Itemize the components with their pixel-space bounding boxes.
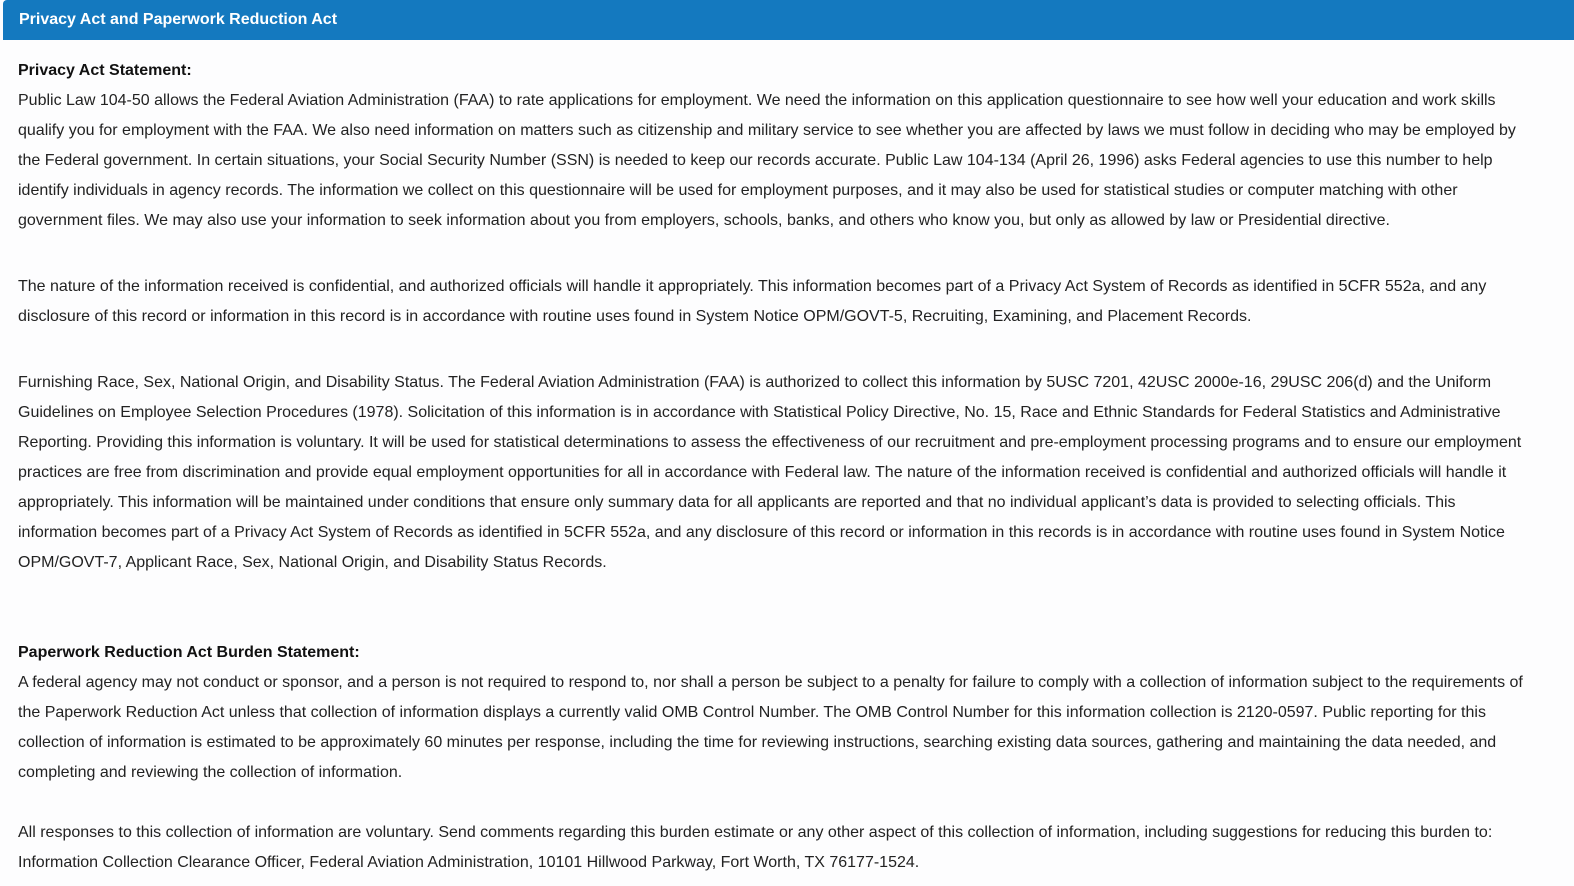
spacer <box>18 332 1528 368</box>
privacy-act-paragraph-3: Furnishing Race, Sex, National Origin, and Disability Status. The Federal Aviation Administration (FAA) is authorized to collect this information by 5USC 7201, 42USC 2000e-16, 29USC 206(d) and the Uniform Guidelines on Employee Selection Procedures (1978). Solicitation of this information is in accordance with Statistical Policy Directive, No. 15, Race and Ethnic Standards for Federal Statistics and Administrative Reporting. Providing this information is voluntary. It will be used for statistical determinations to assess the effectiveness of our recruitment and pre-employment processing programs and to ensure our employment practices are free from discrimination and provide equal employment opportunities for all in accordance with Federal law. The nature of the information received is confidential and authorized officials will handle it appropriately. This information will be maintained under conditions that ensure only summary data for all applicants are reported and that no individual applicant’s data is provided to selecting officials. This information becomes part of a Privacy Act System of Records as identified in 5CFR 552a, and any disclosure of this record or information in this records is in accordance with routine uses found in System Notice OPM/GOVT-7, Applicant Race, Sex, National Origin, and Disability Status Records. <box>18 374 1522 571</box>
privacy-act-heading: Privacy Act Statement: <box>18 62 192 79</box>
privacy-act-paragraph-2: The nature of the information received is confidential, and authorized officials will handle it appropriately. This information becomes part of a Privacy Act System of Records as identified in 5CFR 552a, and any disclosure of this record or information in this record is in accordance with routine uses found in System Notice OPM/GOVT-5, Recruiting, Examining, and Placement Records. <box>18 278 1487 325</box>
panel-title: Privacy Act and Paperwork Reduction Act <box>19 11 338 28</box>
paperwork-act-paragraph-1: A federal agency may not conduct or sponsor, and a person is not required to respond to, nor shall a person be subject to a penalty for failure to comply with a collection of information subject to the requirements of the Paperwork Reduction Act unless that collection of information displays a currently valid OMB Control Number. The OMB Control Number for this information collection is 2120-0597. Public reporting for this collection of information is estimated to be approximately 60 minutes per response, including the time for reviewing instructions, searching existing data sources, gathering and maintaining the data needed, and completing and reviewing the collection of information. <box>18 674 1523 781</box>
paperwork-act-heading: Paperwork Reduction Act Burden Statement: <box>18 644 360 661</box>
paperwork-act-paragraph-2: All responses to this collection of information are voluntary. Send comments regarding this burden estimate or any other aspect of this collection of information, including suggestions for reducing this burden to: Information Collection Clearance Officer, Federal Aviation Administration, 10101 Hillwood Parkway, Fort Worth, TX 76177-1524. <box>18 824 1493 871</box>
spacer <box>18 578 1528 638</box>
spacer <box>18 236 1528 272</box>
panel-header <box>3 0 1574 40</box>
spacer <box>18 788 1528 818</box>
privacy-act-paragraph-1: Public Law 104-50 allows the Federal Aviation Administration (FAA) to rate applications for employment. We need the information on this application questionnaire to see how well your education and work skills qualify you for employment with the FAA. We also need information on matters such as citizenship and military service to see whether you are affected by laws we must follow in deciding who may be employed by the Federal government. In certain situations, your Social Security Number (SSN) is needed to keep our records accurate. Public Law 104-134 (April 26, 1996) asks Federal agencies to use this number to help identify individuals in agency records. The information we collect on this questionnaire will be used for employment purposes, and it may also be used for statistical studies or computer matching with other government files. We may also use your information to seek information about you from employers, schools, banks, and others who know you, but only as allowed by law or Presidential directive. <box>18 92 1516 229</box>
panel-body <box>18 56 1528 878</box>
